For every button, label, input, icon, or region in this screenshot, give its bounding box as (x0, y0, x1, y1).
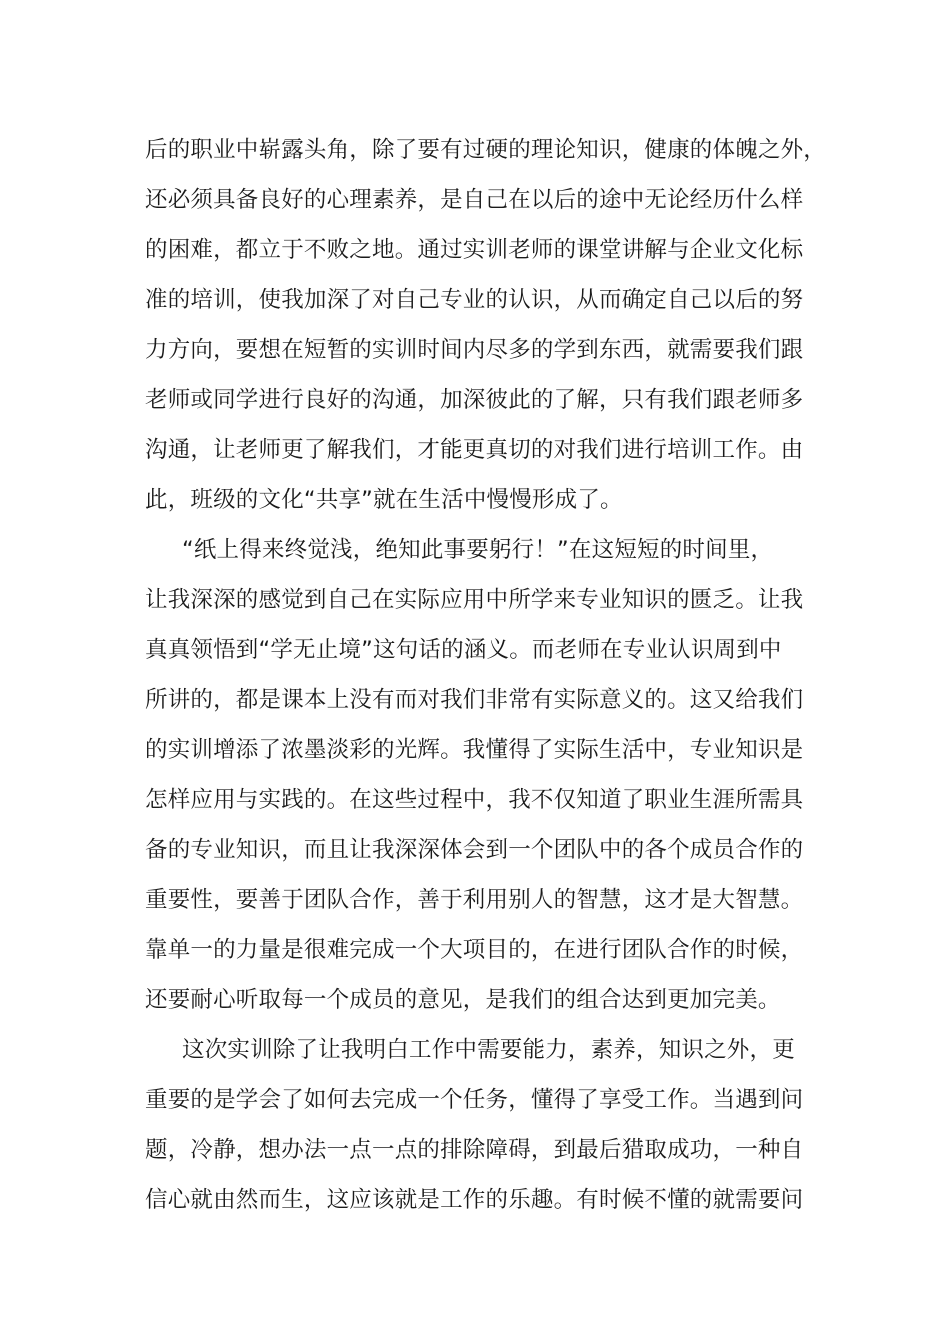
text-line: 老师或同学进行良好的沟通，加深彼此的了解，只有我们跟老师多 (145, 387, 804, 413)
text-line: 还必须具备良好的心理素养，是自己在以后的途中无论经历什么样 (145, 187, 804, 213)
text-line: 的实训增添了浓墨淡彩的光辉。我懂得了实际生活中，专业知识是 (145, 737, 804, 763)
text-line: 此，班级的文化“共享”就在生活中慢慢形成了。 (145, 487, 623, 513)
text-line: 信心就由然而生，这应该就是工作的乐趣。有时候不懂的就需要问 (145, 1187, 804, 1213)
text-line: 备的专业知识，而且让我深深体会到一个团队中的各个成员合作的 (145, 837, 804, 863)
paragraph-first-line: 这次实训除了让我明白工作中需要能力，素养，知识之外，更 (182, 1037, 795, 1063)
text-line: 还要耐心听取每一个成员的意见，是我们的组合达到更加完美。 (145, 987, 781, 1013)
text-line: 的困难，都立于不败之地。通过实训老师的课堂讲解与企业文化标 (145, 237, 804, 263)
text-line: 怎样应用与实践的。在这些过程中，我不仅知道了职业生涯所需具 (145, 787, 804, 813)
text-line: 力方向，要想在短暂的实训时间内尽多的学到东西，就需要我们跟 (145, 337, 804, 363)
text-line: 重要的是学会了如何去完成一个任务，懂得了享受工作。当遇到问 (145, 1087, 804, 1113)
paragraph-first-line: “纸上得来终觉浅，绝知此事要躬行！”在这短短的时间里， (182, 537, 774, 563)
text-line: 重要性，要善于团队合作，善于利用别人的智慧，这才是大智慧。 (145, 887, 804, 913)
text-line: 真真领悟到“学无止境”这句话的涵义。而老师在专业认识周到中 (145, 637, 782, 663)
text-line: 题，冷静，想办法一点一点的排除障碍，到最后猎取成功，一种自 (145, 1137, 804, 1163)
text-line: 后的职业中崭露头角，除了要有过硬的理论知识，健康的体魄之外， (145, 137, 827, 163)
text-line: 准的培训，使我加深了对自己专业的认识，从而确定自己以后的努 (145, 287, 804, 313)
text-line: 沟通，让老师更了解我们，才能更真切的对我们进行培训工作。由 (145, 437, 804, 463)
text-line: 靠单一的力量是很难完成一个大项目的，在进行团队合作的时候， (145, 937, 804, 963)
text-line: 所讲的，都是课本上没有而对我们非常有实际意义的。这又给我们 (145, 687, 804, 713)
text-line: 让我深深的感觉到自己在实际应用中所学来专业知识的匮乏。让我 (145, 587, 804, 613)
